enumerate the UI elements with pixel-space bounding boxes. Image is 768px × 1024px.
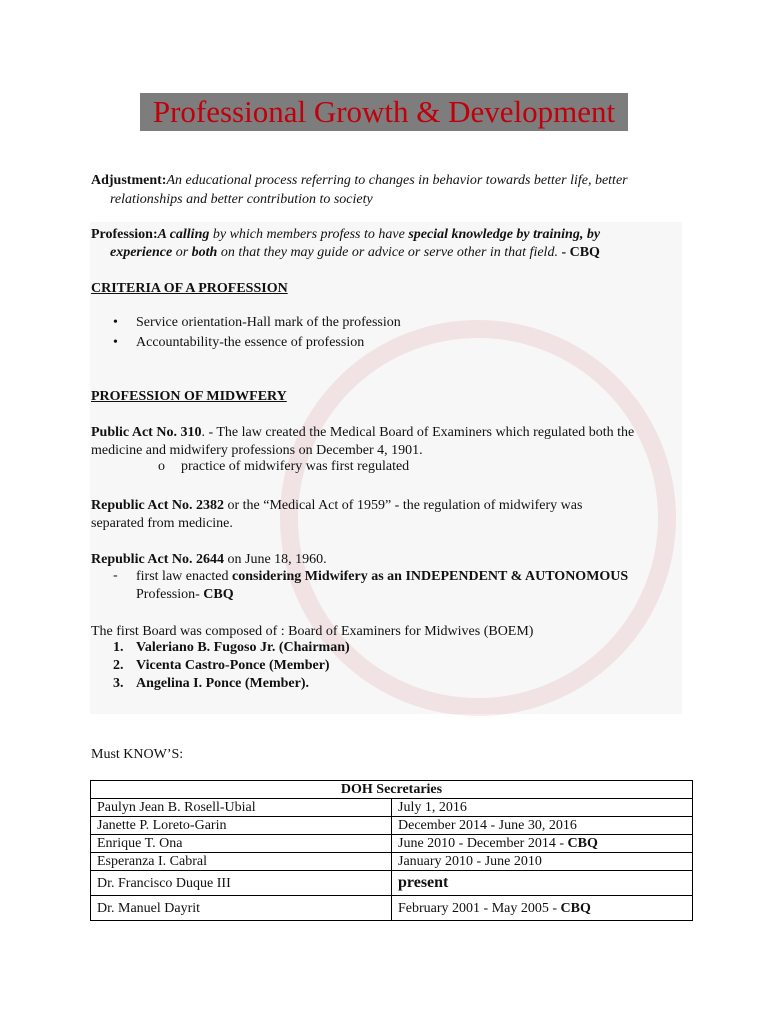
dash-icon: - xyxy=(113,568,118,583)
republic-act-2644-sub xyxy=(136,568,628,586)
republic-act-2644 xyxy=(91,550,327,569)
secretary-name: Esperanza I. Cabral xyxy=(91,853,392,871)
republic-act-2382-line2: separated from medicine. xyxy=(91,516,233,531)
public-act-310-text: . - The law created the Medical Board of Examiners which regulated both the xyxy=(201,425,635,440)
table-row xyxy=(91,896,693,921)
public-act-310-sub: practice of midwifery was first regulated xyxy=(181,459,410,474)
republic-act-2644-text: on June 18, 1960. xyxy=(224,552,327,567)
ra2644-sub-bold: considering Midwifery as an INDEPENDENT & AUTONOMOUS xyxy=(232,569,629,584)
watermark-seal xyxy=(280,320,676,716)
republic-act-2382-label: Republic Act No. 2382 xyxy=(91,498,224,513)
profession-experience: experience xyxy=(110,245,173,260)
table-row xyxy=(91,871,693,896)
bullet-icon: • xyxy=(113,335,118,350)
adjustment-term: Adjustment: xyxy=(91,173,167,188)
public-act-310-line2: medicine and midwifery professions on December 4, 1901. xyxy=(91,443,423,458)
secretary-term xyxy=(392,835,693,853)
secretary-term xyxy=(392,853,693,871)
term-text: July 1, 2016 xyxy=(398,800,467,815)
secretary-name: Dr. Francisco Duque III xyxy=(91,871,392,896)
doh-secretaries-table xyxy=(90,780,693,921)
criteria-item: Service orientation-Hall mark of the profession xyxy=(136,315,401,330)
secretary-name: Enrique T. Ona xyxy=(91,835,392,853)
board-member-number: 2. xyxy=(113,658,124,673)
board-member-name: Vicenta Castro-Ponce (Member) xyxy=(136,658,330,673)
republic-act-2644-label: Republic Act No. 2644 xyxy=(91,552,224,567)
board-member-name: Angelina I. Ponce (Member). xyxy=(136,676,310,691)
term-text: present xyxy=(398,874,449,891)
secretary-name: Paulyn Jean B. Rosell-Ubial xyxy=(91,799,392,817)
sub-bullet-icon: o xyxy=(158,459,165,474)
board-intro: The first Board was composed of : Board of Examiners for Midwives (BOEM) xyxy=(91,624,534,639)
table-header: DOH Secretaries xyxy=(91,781,693,799)
midwifery-heading: PROFESSION OF MIDWFERY xyxy=(91,389,287,404)
criteria-item: Accountability-the essence of profession xyxy=(136,335,365,350)
board-member-name: Valeriano B. Fugoso Jr. (Chairman) xyxy=(136,640,350,655)
ra2644-cbq: CBQ xyxy=(203,587,234,602)
profession-text: by which members profess to have xyxy=(209,227,409,242)
term-text: December 2014 - June 30, 2016 xyxy=(398,818,577,833)
profession-a-calling: A calling xyxy=(157,227,210,242)
ra2644-sub-text: first law enacted xyxy=(136,569,233,584)
profession-both: both xyxy=(191,245,218,260)
bullet-icon: • xyxy=(113,315,118,330)
republic-act-2382-text: or the “Medical Act of 1959” - the regulation of midwifery was xyxy=(224,498,583,513)
criteria-heading: CRITERIA OF A PROFESSION xyxy=(91,281,288,296)
ra2644-sub2-text: Profession- xyxy=(136,587,204,602)
table-row xyxy=(91,817,693,835)
term-text: January 2010 - June 2010 xyxy=(398,854,542,869)
profession-rest: on that they may guide or advice or serve other in that field. xyxy=(217,245,558,260)
must-know-label: Must KNOW’S: xyxy=(91,747,184,762)
board-member-number: 3. xyxy=(113,676,124,691)
profession-special-knowledge: special knowledge by training xyxy=(408,227,580,242)
term-text: February 2001 - May 2005 - xyxy=(398,900,561,916)
republic-act-2644-sub-line2 xyxy=(136,586,234,604)
board-member-number: 1. xyxy=(113,640,124,655)
secretary-name: Janette P. Loreto-Garin xyxy=(91,817,392,835)
table-row xyxy=(91,853,693,871)
table-row xyxy=(91,835,693,853)
secretary-term xyxy=(392,871,693,896)
page-title: Professional Growth & Development xyxy=(140,93,628,131)
profession-paragraph-line2 xyxy=(110,243,600,262)
term-cbq: CBQ xyxy=(567,836,598,851)
adjustment-paragraph-line2 xyxy=(110,190,373,209)
profession-term: Profession: xyxy=(91,227,158,242)
public-act-310-label: Public Act No. 310 xyxy=(91,425,202,440)
secretary-name: Dr. Manuel Dayrit xyxy=(91,896,392,921)
public-act-310 xyxy=(91,423,634,442)
term-cbq: CBQ xyxy=(560,900,591,916)
profession-paragraph xyxy=(91,225,600,244)
republic-act-2382 xyxy=(91,496,582,515)
table-row xyxy=(91,799,693,817)
profession-by: , by xyxy=(579,227,601,242)
term-text: June 2010 - December 2014 - xyxy=(398,836,568,851)
secretary-term xyxy=(392,896,693,921)
secretary-term xyxy=(392,799,693,817)
profession-or: or xyxy=(172,245,192,260)
profession-cbq: - CBQ xyxy=(557,245,600,260)
adjustment-definition: An educational process referring to changes in behavior towards better life, better xyxy=(166,173,628,188)
adjustment-paragraph xyxy=(91,171,628,190)
adjustment-definition-cont: relationships and better contribution to society xyxy=(110,192,373,207)
secretary-term xyxy=(392,817,693,835)
